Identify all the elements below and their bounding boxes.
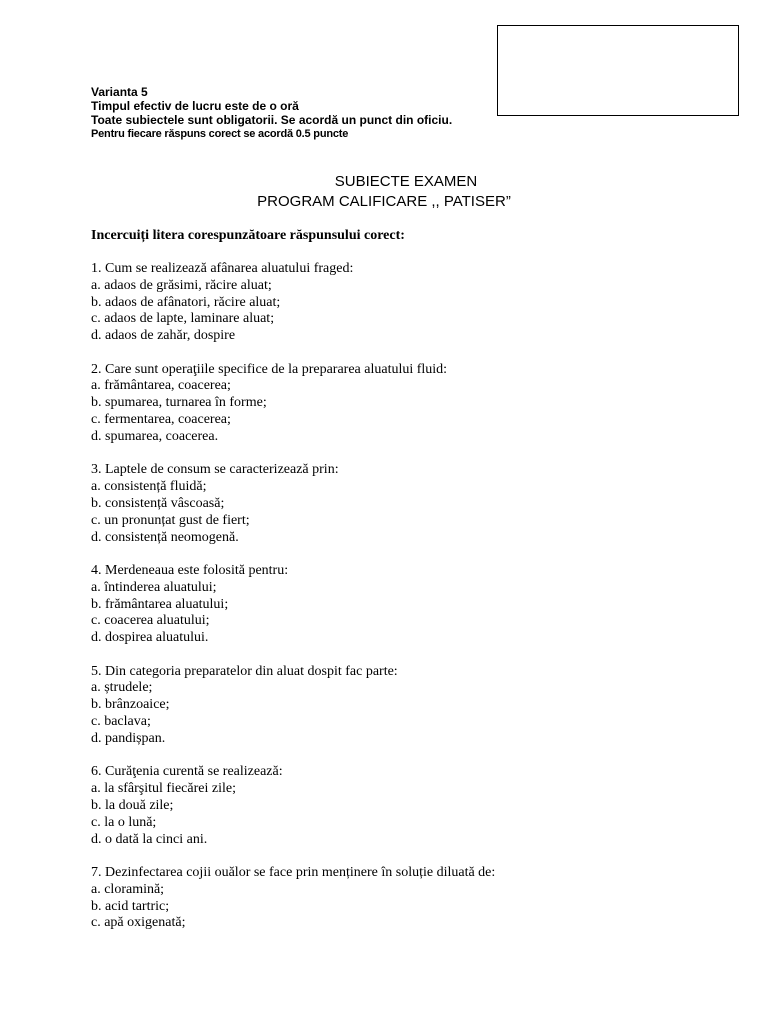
title-line-1: SUBIECTE EXAMEN bbox=[334, 173, 478, 190]
answer-option-c[interactable]: c. fermentarea, coacerea; bbox=[91, 412, 231, 428]
question-6 bbox=[91, 764, 731, 848]
question-list bbox=[91, 261, 731, 949]
answer-option-b[interactable]: b. adaos de afânatori, răcire aluat; bbox=[91, 294, 281, 310]
answer-option-a[interactable]: a. la sfârşitul fiecărei zile; bbox=[91, 781, 236, 797]
answer-option-a[interactable]: a. adaos de grăsimi, răcire aluat; bbox=[91, 277, 272, 293]
answer-option-c[interactable]: c. adaos de lapte, laminare aluat; bbox=[91, 311, 275, 327]
exam-header bbox=[91, 85, 452, 141]
time-line: Timpul efectiv de lucru este de o oră bbox=[91, 99, 299, 113]
answer-option-b[interactable]: b. acid tartric; bbox=[91, 898, 170, 914]
grade-box bbox=[497, 25, 739, 116]
question-2 bbox=[91, 362, 731, 446]
answer-option-a[interactable]: a. frământarea, coacerea; bbox=[91, 378, 231, 394]
answer-option-d[interactable]: d. dospirea aluatului. bbox=[91, 630, 209, 646]
question-text: 2. Care sunt operaţiile specifice de la prepararea aluatului fluid: bbox=[91, 361, 448, 377]
question-text: 5. Din categoria preparatelor din aluat dospit fac parte: bbox=[91, 663, 398, 679]
answer-option-d[interactable]: d. spumarea, coacerea. bbox=[91, 428, 219, 444]
answer-option-b[interactable]: b. consistență vâscoasă; bbox=[91, 495, 225, 511]
question-text: 4. Merdeneaua este folosită pentru: bbox=[91, 563, 289, 579]
answer-option-b[interactable]: b. spumarea, turnarea în forme; bbox=[91, 395, 267, 411]
answer-option-b[interactable]: b. brânzoaice; bbox=[91, 697, 170, 713]
answer-option-c[interactable]: c. apă oxigenată; bbox=[91, 915, 186, 931]
answer-option-c[interactable]: c. coacerea aluatului; bbox=[91, 613, 210, 629]
question-3 bbox=[91, 462, 731, 546]
answer-option-c[interactable]: c. la o lună; bbox=[91, 814, 157, 830]
answer-option-a[interactable]: a. cloramină; bbox=[91, 881, 165, 897]
answer-option-b[interactable]: b. la două zile; bbox=[91, 797, 174, 813]
answer-option-c[interactable]: c. un pronunțat gust de fiert; bbox=[91, 512, 250, 528]
answer-option-b[interactable]: b. frământarea aluatului; bbox=[91, 596, 229, 612]
page-title bbox=[0, 172, 768, 212]
variant-line: Varianta 5 bbox=[91, 85, 148, 99]
question-text: 1. Cum se realizează afânarea aluatului fraged: bbox=[91, 261, 354, 276]
answer-option-a[interactable]: a. ștrudele; bbox=[91, 680, 153, 696]
answer-option-d[interactable]: d. pandișpan. bbox=[91, 730, 166, 746]
points-line: Pentru fiecare răspuns corect se acordă 0.5 puncte bbox=[91, 128, 349, 140]
answer-option-c[interactable]: c. baclava; bbox=[91, 714, 151, 730]
question-text: 6. Curăţenia curentă se realizează: bbox=[91, 764, 283, 780]
question-7 bbox=[91, 865, 731, 932]
question-text: 3. Laptele de consum se caracterizează prin: bbox=[91, 462, 339, 478]
title-line-2: PROGRAM CALIFICARE ,, PATISER” bbox=[257, 193, 511, 210]
question-1 bbox=[91, 261, 731, 345]
question-text: 7. Dezinfectarea cojii ouălor se face prin menținere în soluție diluată de: bbox=[91, 865, 496, 881]
answer-option-d[interactable]: d. adaos de zahăr, dospire bbox=[91, 328, 236, 344]
answer-option-a[interactable]: a. consistență fluidă; bbox=[91, 479, 207, 495]
answer-option-d[interactable]: d. consistență neomogenă. bbox=[91, 529, 239, 545]
answer-option-a[interactable]: a. întinderea aluatului; bbox=[91, 579, 217, 595]
rules-line: Toate subiectele sunt obligatorii. Se acordă un punct din oficiu. bbox=[91, 113, 453, 127]
question-4 bbox=[91, 563, 731, 647]
answer-option-d[interactable]: d. o dată la cinci ani. bbox=[91, 831, 208, 847]
instruction: Incercuiți litera corespunzătoare răspunsului corect: bbox=[91, 228, 405, 243]
question-5 bbox=[91, 664, 731, 748]
